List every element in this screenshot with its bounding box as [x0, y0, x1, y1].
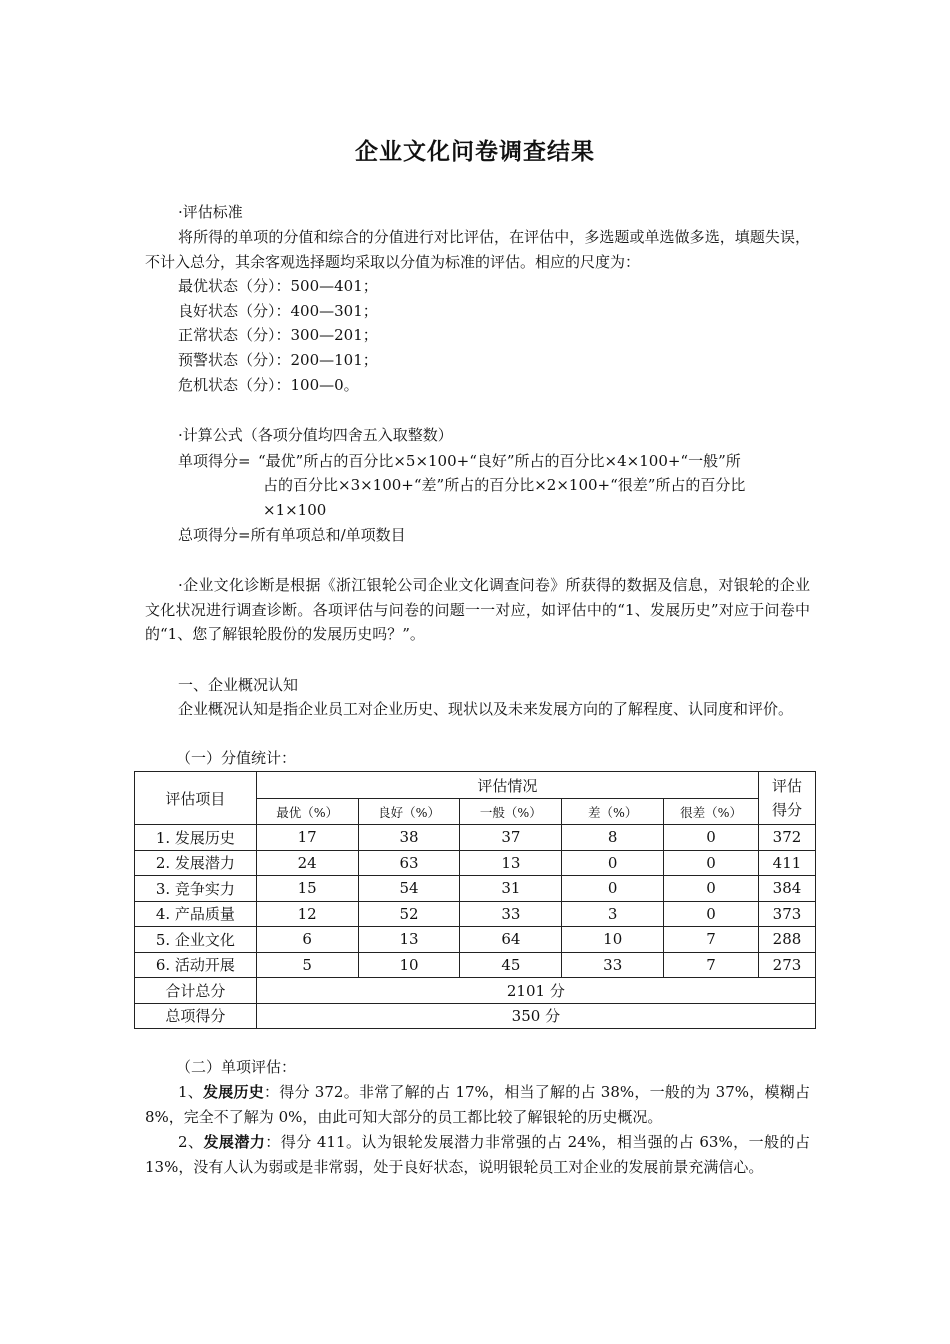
formula-single-label: 单项得分= — [178, 452, 251, 470]
level-item: 最优状态（分）：500—401； — [178, 277, 378, 295]
table-row — [135, 825, 816, 851]
level-item: 预警状态（分）：200—101； — [178, 351, 378, 369]
row-name: 3. 竞争实力 — [135, 876, 257, 902]
table-cell: 0 — [562, 850, 664, 876]
table-cell: 37 — [460, 825, 562, 851]
table-cell: 64 — [460, 927, 562, 953]
score-table — [134, 771, 816, 1029]
table-cell: 31 — [460, 876, 562, 902]
row-score: 288 — [758, 927, 815, 953]
table-cell: 7 — [664, 927, 759, 953]
table-cell: 52 — [358, 901, 460, 927]
formula-single-line: 占的百分比×3×100+“差”所占的百分比×2×100+“很差”所占的百分比 — [263, 476, 746, 494]
row-score: 411 — [758, 850, 815, 876]
formula-single-line: “最优”所占的百分比×5×100+“良好”所占的百分比×4×100+“一般”所 — [258, 452, 741, 470]
criteria-heading: ·评估标准 — [178, 203, 243, 221]
subsection-heading: （二）单项评估： — [176, 1058, 297, 1076]
row-name: 1. 发展历史 — [135, 825, 257, 851]
diagnosis-paragraph — [145, 573, 810, 647]
table-row — [135, 876, 816, 902]
header-score-line: 得分 — [771, 801, 802, 819]
diagnosis-text: ·企业文化诊断是根据《浙江银轮公司企业文化调查问卷》所获得的数据及信息，对银轮的企业文化状况进行调查诊断。各项评估与问卷的问题一一对应，如评估中的“1、发展历史”对应于问卷中的“1、您了解银轮股份的发展历史吗？”。 — [145, 576, 810, 643]
table-cell: 0 — [562, 876, 664, 902]
total-value: 350 分 — [256, 1003, 815, 1029]
row-score: 273 — [758, 952, 815, 978]
level-item: 正常状态（分）：300—201； — [178, 326, 378, 344]
subsection-heading: （一）分值统计： — [176, 749, 297, 767]
table-row — [135, 927, 816, 953]
header-eval: 评估情况 — [256, 772, 758, 799]
table-cell: 6 — [256, 927, 358, 953]
sum-label: 合计总分 — [135, 978, 257, 1004]
row-name: 4. 产品质量 — [135, 901, 257, 927]
formula-total: 总项得分=所有单项总和/单项数目 — [178, 526, 406, 544]
table-cell: 0 — [664, 901, 759, 927]
table-cell: 63 — [358, 850, 460, 876]
subheader-cell: 一般（%） — [460, 799, 562, 825]
item-evaluation — [145, 1130, 810, 1179]
sum-value: 2101 分 — [256, 978, 815, 1004]
table-cell: 0 — [664, 825, 759, 851]
table-cell: 5 — [256, 952, 358, 978]
row-name: 2. 发展潜力 — [135, 850, 257, 876]
level-item: 良好状态（分）：400—301； — [178, 302, 378, 320]
criteria-intro — [145, 225, 810, 274]
subheader-cell: 良好（%） — [358, 799, 460, 825]
table-row — [135, 901, 816, 927]
row-name: 6. 活动开展 — [135, 952, 257, 978]
table-cell: 0 — [664, 876, 759, 902]
section-heading: 一、企业概况认知 — [178, 676, 299, 694]
table-cell: 24 — [256, 850, 358, 876]
table-row — [135, 978, 816, 1004]
table-cell: 15 — [256, 876, 358, 902]
criteria-intro-text: 将所得的单项的分值和综合的分值进行对比评估，在评估中，多选题或单选做多选，填题失误，不计入总分，其余客观选择题均采取以分值为标准的评估。相应的尺度为： — [145, 228, 810, 271]
table-cell: 7 — [664, 952, 759, 978]
table-cell: 54 — [358, 876, 460, 902]
subheader-cell: 最优（%） — [256, 799, 358, 825]
table-row — [135, 850, 816, 876]
item-title: 发展潜力 — [203, 1133, 266, 1151]
table-row — [135, 952, 816, 978]
row-name: 5. 企业文化 — [135, 927, 257, 953]
section-desc-text: 企业概况认知是指企业员工对企业历史、现状以及未来发展方向的了解程度、认同度和评价。 — [178, 700, 794, 718]
table-cell: 0 — [664, 850, 759, 876]
table-cell: 33 — [460, 901, 562, 927]
header-score — [758, 772, 815, 825]
header-score-line: 评估 — [771, 777, 802, 795]
row-score: 384 — [758, 876, 815, 902]
table-cell: 10 — [358, 952, 460, 978]
table-cell: 12 — [256, 901, 358, 927]
total-label: 总项得分 — [135, 1003, 257, 1029]
level-item: 危机状态（分）：100—0。 — [178, 376, 359, 394]
formula-heading: ·计算公式（各项分值均四舍五入取整数） — [178, 426, 453, 444]
table-cell: 45 — [460, 952, 562, 978]
header-item: 评估项目 — [135, 772, 257, 825]
row-score: 372 — [758, 825, 815, 851]
table-cell: 33 — [562, 952, 664, 978]
item-prefix: 2、 — [178, 1133, 204, 1151]
page-title: 企业文化问卷调查结果 — [355, 139, 595, 165]
table-cell: 10 — [562, 927, 664, 953]
item-text: ：得分 411。认为银轮发展潜力非常强的占 24%，相当强的占 63%，一般的占 13%，没有人认为弱或是非常弱，处于良好状态，说明银轮员工对企业的发展前景充满信心。 — [145, 1133, 810, 1176]
table-cell: 13 — [358, 927, 460, 953]
row-score: 373 — [758, 901, 815, 927]
table-cell: 3 — [562, 901, 664, 927]
table-cell: 8 — [562, 825, 664, 851]
item-evaluation — [145, 1080, 810, 1129]
table-cell: 13 — [460, 850, 562, 876]
item-prefix: 1、 — [178, 1083, 204, 1101]
item-title: 发展历史 — [203, 1083, 265, 1101]
table-row — [135, 1003, 816, 1029]
table-cell: 38 — [358, 825, 460, 851]
section-desc — [145, 697, 810, 722]
table-cell: 17 — [256, 825, 358, 851]
item-text: ：得分 372。非常了解的占 17%，相当了解的占 38%，一般的为 37%，模糊占 8%，完全不了解为 0%，由此可知大部分的员工都比较了解银轮的历史概况。 — [145, 1083, 810, 1126]
subheader-cell: 差（%） — [562, 799, 664, 825]
formula-single-line: ×1×100 — [263, 501, 327, 519]
subheader-cell: 很差（%） — [664, 799, 759, 825]
